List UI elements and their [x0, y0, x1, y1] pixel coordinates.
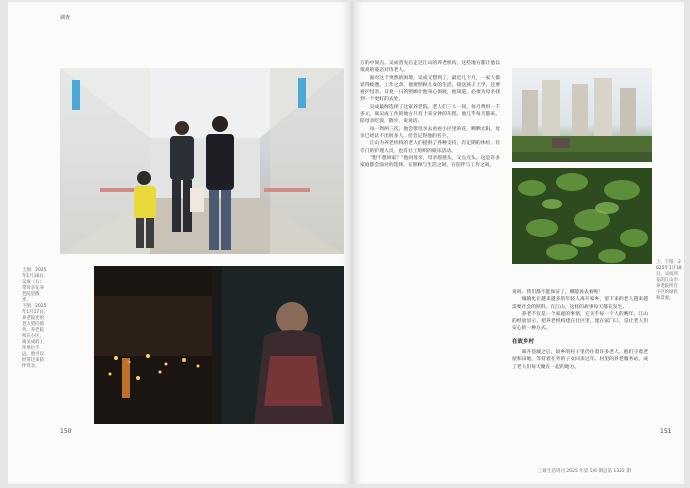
magazine-footer: 三联生活周刊 2025 年第 5/6 期总第 1322 期	[538, 469, 631, 474]
plants-scene	[512, 168, 652, 264]
buildings-scene	[512, 68, 652, 162]
paragraph: 每一周两三次，他会带母亲去看看小区里的花，晒晒太阳。母亲已经认不出很多人，但会记得他的名字。	[360, 126, 500, 139]
paragraph: 城镇化让越来越多的年轻人离开家乡，留下来的老人越来越需要社会的照料。在江山，这样的故事每天都在发生。	[512, 297, 648, 310]
paragraph: 江山为养老机构的老人们提供了各种支持，有定期的体检、有专门的护理人员，也有社工组织的娱乐活动。	[360, 141, 500, 154]
caption-2: 下图：2025年1月17日，养老院里的老人望向窗外。养老院所在小区，离吴成的工作单位不远，他可以经常过来陪伴母亲。	[22, 304, 48, 369]
caption-1: 上图：2025年1月18日，吴成（右）带母亲在养老院里散步。	[22, 268, 48, 303]
left-page	[8, 2, 352, 484]
paragraph: “想不想回家？”他问母亲，母亲摇摇头，又点点头。这是许多家庭都会面对的选择，在照顾与生活之间，在陪伴与工作之间。	[360, 155, 500, 169]
paragraph: 说吗、我们都不能保证了，哪能再去看呢！	[512, 290, 604, 295]
window-night-photo	[94, 266, 344, 424]
section-header: 调查	[60, 15, 71, 21]
hallway-photo	[60, 68, 344, 254]
paragraph: 万的中间点。吴成曾先后走过江山的养老机构，这些地方都让他以很高的姿态对待老人。	[360, 61, 500, 74]
right-page-number: 151	[660, 428, 672, 435]
subheading: 在故乡村	[512, 338, 535, 345]
caption-right: 上、下图：2025年1月18日，吴成所在的江山市养老院所在小区的绿化和景观。	[656, 260, 682, 301]
night-scene	[94, 266, 344, 424]
paragraph: 面对这个突然的困境，吴成又想到了，最近几个月，一家人都显得疲惫。工作之余，他要照顾儿女的生活，接送孩子上学，还要看护母亲。日复一日的照顾让他身心俱疲，他知道，必须为母亲找到一个更好的去处。	[360, 75, 500, 103]
hallway-scene	[60, 68, 344, 254]
paragraph: 养老不仅是一个家庭的事情，它关乎每一个人的晚年。江山的经验显示，把养老机构建在社区里、建在家门口，是让老人们安心的一种方式。	[512, 311, 648, 332]
plants-photo	[512, 168, 652, 264]
text-column-2	[512, 289, 648, 371]
buildings-photo	[512, 68, 652, 162]
left-page-number: 150	[60, 428, 72, 435]
paragraph: 吴成最终选择了这家养老院。老人们三人一间，每月费用一千多元，离吴成工作的地方只有十来分钟的车程。他几乎每天都来，陪母亲吃饭、散步、说说话。	[360, 104, 500, 125]
paragraph: 离开县城之后，故乡的村子里仍住着许多老人。他们守着老屋和田地，等待着在外的子女回来过年。村里的养老服务站，成了老人们每天聚在一起的地方。	[512, 350, 648, 370]
text-column-1	[360, 60, 500, 169]
right-page	[352, 2, 684, 484]
